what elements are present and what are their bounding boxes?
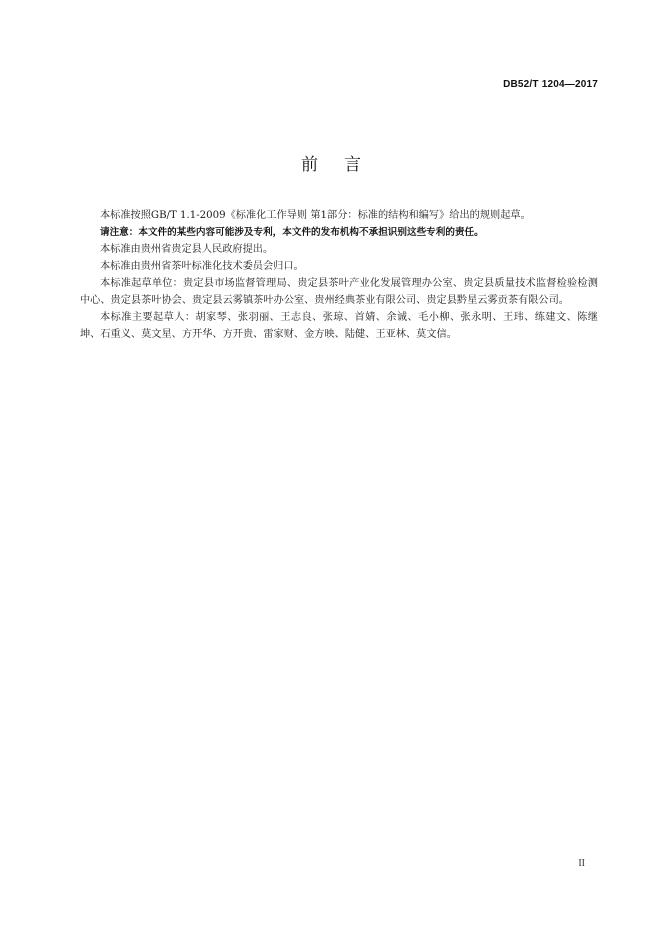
drafting-rules-paragraph: 本标准按照GB/T 1.1-2009《标准化工作导则 第1部分：标准的结构和编写》给出的规则起草。 bbox=[100, 210, 531, 221]
patent-notice-paragraph: 请注意：本文件的某些内容可能涉及专利，本文件的发布机构不承担识别这些专利的责任。 bbox=[100, 227, 484, 238]
foreword-title: 前言 bbox=[301, 155, 387, 175]
page-number: II bbox=[578, 858, 585, 869]
foreword-body bbox=[80, 207, 598, 343]
drafting-units-paragraph: 本标准起草单位：贵定县市场监督管理局、贵定县茶叶产业化发展管理办公室、贵定县质量技术监督检验检测中心、贵定县茶叶协会、贵定县云雾镇茶叶办公室、贵州经典茶业有限公司、贵定县黔星云雾贡茶有限公司。 bbox=[80, 278, 598, 306]
administrator-paragraph: 本标准由贵州省茶叶标准化技术委员会归口。 bbox=[100, 261, 304, 272]
proposer-paragraph: 本标准由贵州省贵定县人民政府提出。 bbox=[100, 244, 274, 255]
standard-code: DB52/T 1204—2017 bbox=[503, 79, 598, 90]
drafters-paragraph: 本标准主要起草人：胡家琴、张羽丽、王志良、张琼、首婧、余诚、毛小柳、张永明、王玮、练建文、陈继坤、石重义、莫文星、方开华、方开贵、雷家财、金方映、陆健、王亚林、莫文信。 bbox=[80, 312, 598, 340]
